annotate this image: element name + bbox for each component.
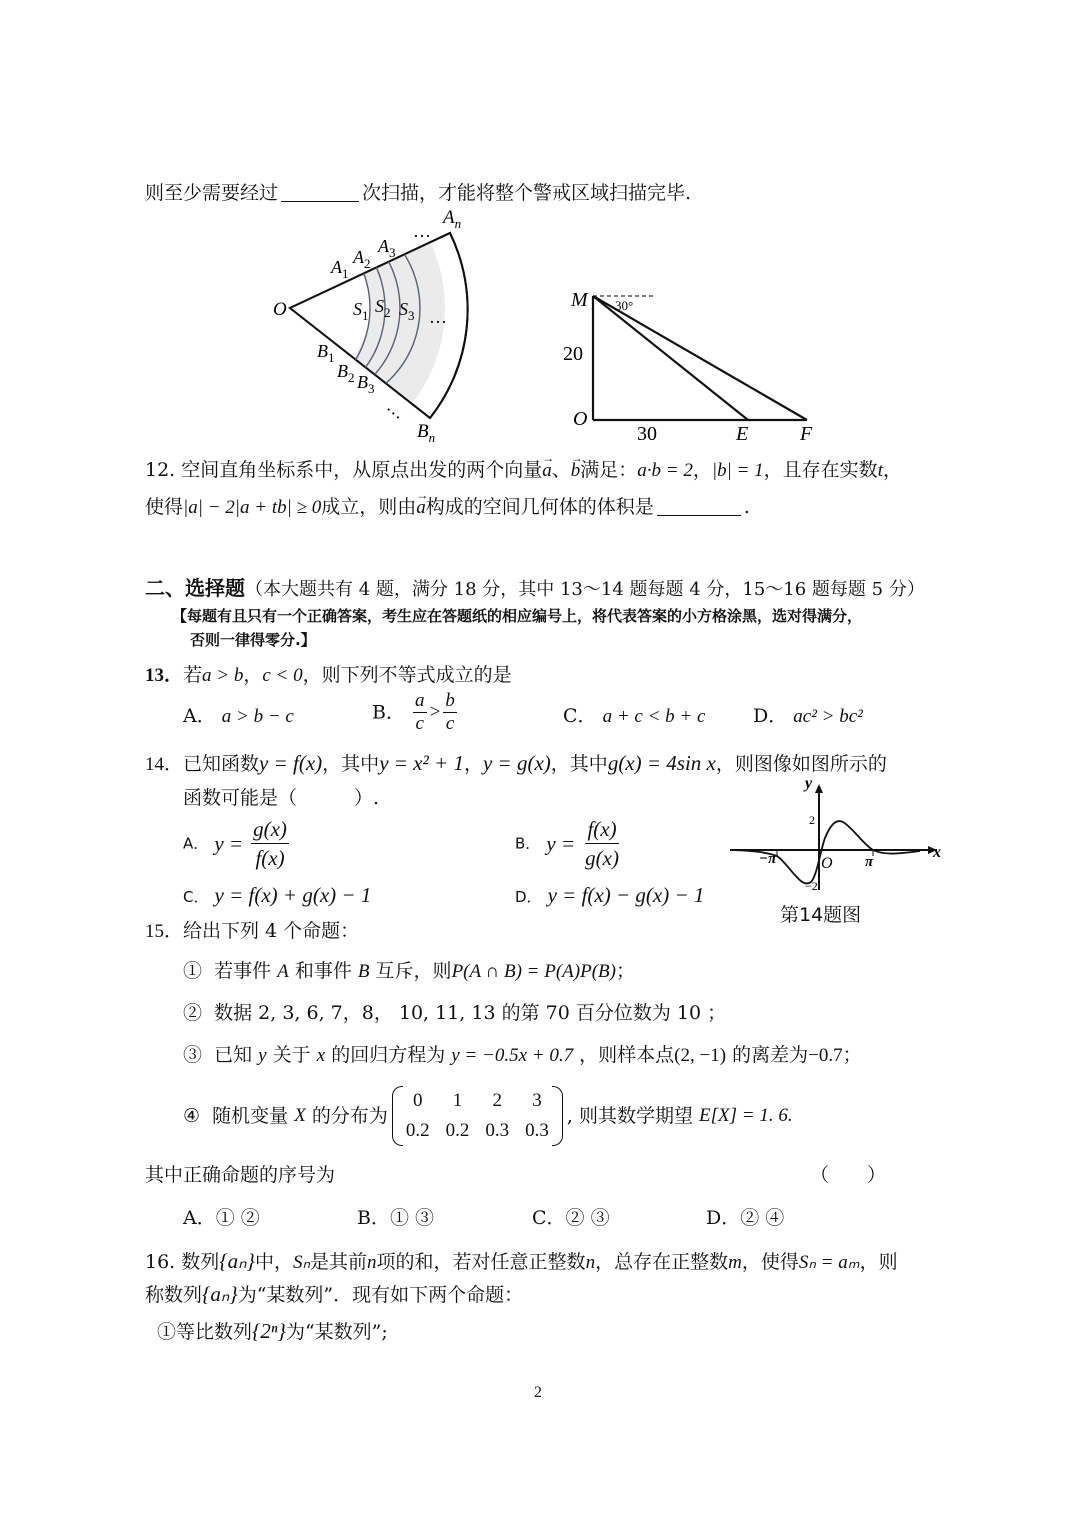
q14-line2: 函数可能是（ ）. [183, 787, 380, 809]
q15-ask: 其中正确命题的序号为 [145, 1164, 336, 1186]
section2-rule-line1: 【每题有且只有一个正确答案，考生应在答题纸的相应编号上，将代表答案的小方格涂黑，选对得满分， [172, 607, 863, 625]
label-height: 20 [563, 343, 583, 365]
q14-figure-caption: 第14题图 [780, 904, 862, 926]
q13-option-d: D． ac² > bc² [753, 705, 863, 727]
label-angle: 30° [615, 298, 634, 313]
label-S3: $S_3$ [399, 299, 415, 323]
dots-middle: … [429, 307, 447, 327]
q14-stem: 14．已知函数y = f(x)，其中y = x² + 1，y = g(x)，其中g(x) = 4sin x，则图像如图所示的 [145, 751, 887, 775]
q15-option-d: D．② ④ [706, 1207, 785, 1229]
label-base: 30 [637, 423, 657, 445]
q11-text-after: 次扫描，才能将整个警戒区域扫描完毕. [362, 182, 692, 204]
triangle-figure [555, 280, 825, 445]
label-A2: $A_2$ [353, 247, 371, 271]
q13-option-b: B． $\frac{a}{c}$ > $\frac{b}{c}$ [372, 690, 455, 734]
label-M: M [571, 289, 588, 311]
axis-x-label: x [933, 844, 941, 861]
label-O2: O [573, 408, 588, 430]
q12-line1: 12. 空间直角坐标系中，从原点出发的两个向量→ a、→ b满足：a·b = 2，|b| = 1，且存在实数t， [145, 457, 902, 484]
q15-proposition-4: ④ 随机变量 X 的分布为 0 1 2 3 0.2 0.2 0.3 0.3 , 则其数学期望 E[X] = 1. 6. [183, 1086, 793, 1146]
page-number: 2 [534, 1384, 542, 1401]
tick-neg-pi: −π [759, 851, 777, 867]
norm-expr: |b| = 1 [711, 460, 764, 481]
inequality-expr: |a| − 2|a + tb| ≥ 0 [183, 497, 322, 518]
label-An: $A_n$ [443, 207, 462, 231]
tick-neg2: −2 [805, 879, 818, 893]
vector-b: → b [571, 458, 581, 484]
label-O: O [273, 299, 287, 320]
q15-stem: 15．给出下列 4 个命题： [145, 920, 360, 942]
label-E: E [736, 423, 749, 445]
sector-figure [265, 205, 495, 450]
section2-note: （本大题共有 4 题，满分 18 分，其中 13～14 题每题 4 分，15～16 题每题 5 分） [245, 579, 925, 600]
dots-top: … [413, 221, 431, 241]
tick-pi: π [865, 854, 874, 870]
q16-line3: ①等比数列{2ⁿ}为“某数列”; [157, 1319, 388, 1343]
label-A3: $A_3$ [378, 236, 396, 260]
label-B2: $B_2$ [337, 361, 355, 385]
q11-tail-line [145, 180, 691, 206]
label-B3: $B_3$ [357, 372, 375, 396]
q13-option-a: A． a > b − c [183, 705, 294, 727]
dots-bottom: … [383, 395, 410, 423]
q13-option-c: C． a + c < b + c [563, 705, 706, 727]
dot-product-expr: a·b = 2 [637, 460, 693, 481]
distribution-matrix: 0 1 2 3 0.2 0.2 0.3 0.3 [398, 1086, 557, 1146]
q15-option-c: C．② ③ [532, 1207, 610, 1229]
q14-option-d: D． y = f(x) − g(x) − 1 [515, 883, 705, 907]
q13-stem: 13．若a > b，c < 0，则下列不等式成立的是 [145, 664, 512, 686]
answer-blank-q12 [657, 497, 741, 516]
tick-2: 2 [809, 813, 815, 827]
section2-header [145, 572, 925, 601]
q15-option-a: A．① ② [183, 1207, 260, 1229]
q15-proposition-1: ① 若事件 A 和事件 B 互斥，则P(A ∩ B) = P(A)P(B)； [183, 960, 635, 982]
q14-option-a: A． y = $\frac{g(x)}{f(x)}$ [183, 817, 287, 870]
section2-title: 二、选择题 [145, 576, 245, 600]
q15-proposition-3: ③ 已知 y 关于 x 的回归方程为 y = −0.5x + 0.7 ，则样本点(2, −1) 的离差为−0.7； [183, 1044, 862, 1066]
q12-line2: 使得|a| − 2|a + tb| ≥ 0成立，则由→ a构成的空间几何体的体积是 . [145, 494, 750, 521]
label-A1: $A_1$ [331, 257, 349, 281]
q16-line1: 16. 数列{aₙ}中，Sₙ是其前n项的和，若对任意正整数n，总存在正整数m，使得Sₙ = aₘ，则 [145, 1249, 898, 1273]
q14-option-b: B． y = $\frac{f(x)}{g(x)}$ [515, 817, 619, 870]
q16-line2: 称数列{aₙ}为“某数列”．现有如下两个命题： [145, 1282, 524, 1306]
axis-y-label: y [805, 778, 813, 792]
label-Bn: $B_n$ [417, 421, 436, 445]
label-S2: $S_2$ [375, 296, 391, 320]
label-S1: $S_1$ [353, 299, 369, 323]
vector-a: → a [542, 458, 552, 484]
q15-answer-paren: （ ） [810, 1164, 887, 1186]
q14-option-c: C． y = f(x) + g(x) − 1 [183, 883, 372, 907]
q11-text-before: 则至少需要经过 [145, 182, 279, 204]
answer-blank-q11 [281, 183, 359, 202]
label-F: F [800, 423, 813, 445]
section2-rule-line2: 否则一律得零分.】 [190, 631, 316, 649]
q15-option-b: B．① ③ [357, 1207, 435, 1229]
label-B1: $B_1$ [317, 341, 335, 365]
q15-proposition-2: ② 数据 2, 3, 6, 7，8， 10, 11, 13 的第 70 百分位数为 10 ； [183, 1002, 727, 1024]
origin-label: O [821, 855, 833, 872]
